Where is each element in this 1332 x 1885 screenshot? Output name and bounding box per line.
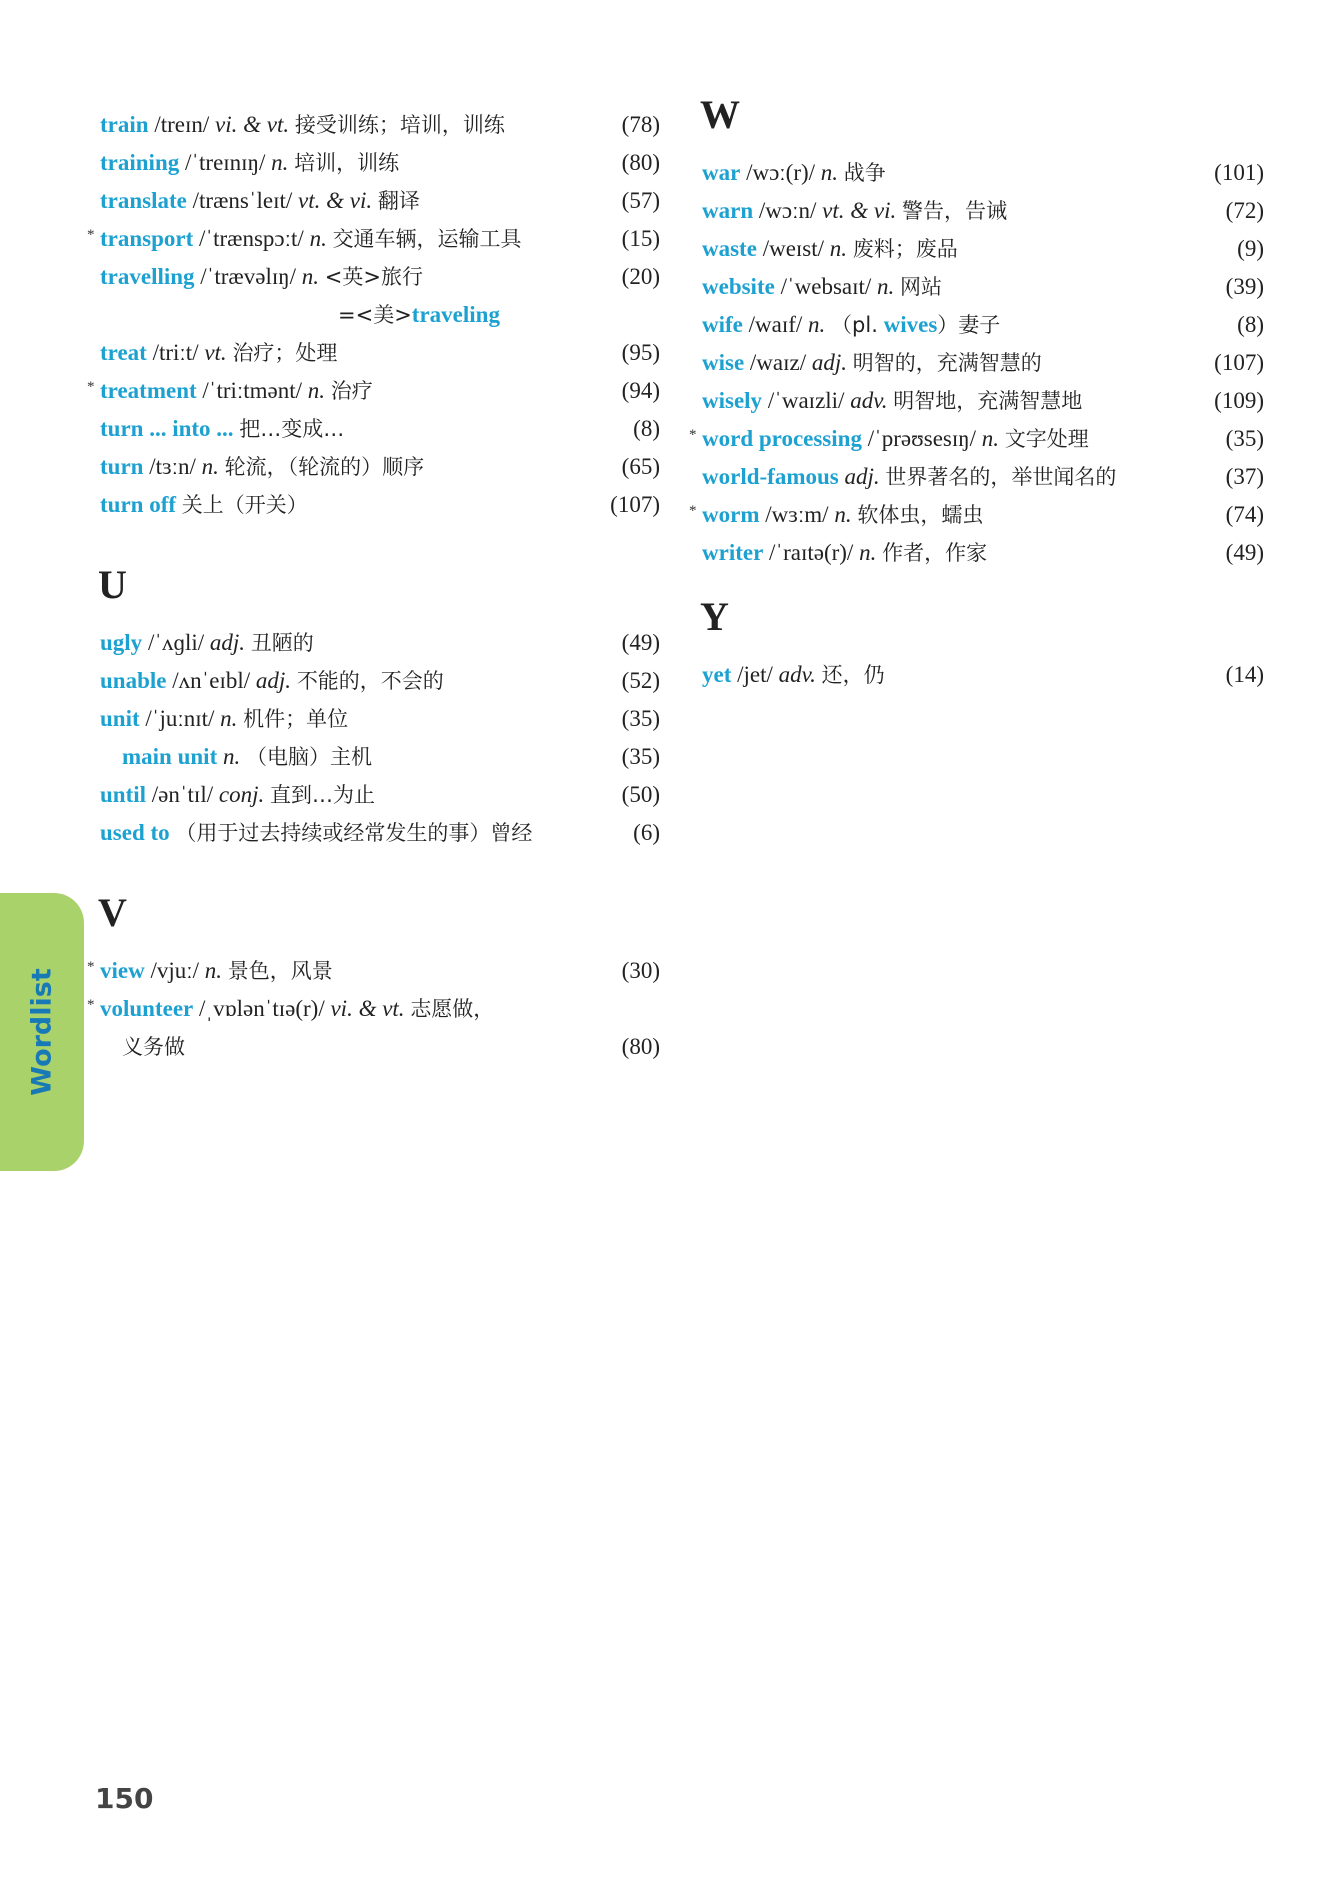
page-reference: (8) bbox=[633, 416, 660, 441]
section-letter: Y bbox=[700, 594, 729, 639]
wordlist-entry bbox=[100, 624, 660, 662]
definition-tail: ）妻子 bbox=[937, 313, 1001, 337]
headword: worm bbox=[702, 502, 760, 527]
wordlist-entry bbox=[702, 344, 1264, 382]
definition: 明智地，充满智慧地 bbox=[893, 389, 1083, 413]
part-of-speech: n. bbox=[307, 378, 326, 403]
pronunciation: /ˈtrævəlɪŋ/ bbox=[200, 264, 296, 289]
page-reference: (65) bbox=[621, 454, 660, 479]
asterisk-mark: * bbox=[87, 997, 95, 1013]
definition: <英>旅行 bbox=[324, 265, 423, 289]
headword: used to bbox=[100, 820, 170, 845]
wordlist-entry bbox=[702, 230, 1264, 268]
pronunciation: /triːt/ bbox=[152, 340, 199, 365]
page-reference: (107) bbox=[1214, 350, 1264, 375]
definition: 世界著名的，举世闻名的 bbox=[885, 465, 1117, 489]
headword: website bbox=[702, 274, 775, 299]
definition: 直到…为止 bbox=[269, 783, 375, 807]
definition: 轮流，（轮流的）顺序 bbox=[224, 455, 425, 479]
definition: =<美> bbox=[338, 303, 412, 327]
page-reference: (35) bbox=[1225, 426, 1264, 451]
wordlist-entry bbox=[100, 814, 660, 852]
wordlist-side-tab[interactable] bbox=[0, 893, 84, 1171]
part-of-speech: vt. & vi. bbox=[298, 188, 373, 213]
pronunciation: /tɜːn/ bbox=[149, 454, 196, 479]
asterisk-mark: * bbox=[87, 227, 95, 243]
pronunciation: /ˈʌɡli/ bbox=[147, 630, 205, 655]
part-of-speech: vi. & vt. bbox=[330, 996, 405, 1021]
headword: world-famous bbox=[702, 464, 839, 489]
headword: travelling bbox=[100, 264, 195, 289]
headword: wise bbox=[702, 350, 745, 375]
section-letter: U bbox=[98, 562, 127, 607]
page-reference: (80) bbox=[621, 150, 660, 175]
headword: yet bbox=[702, 662, 732, 687]
pronunciation: /ənˈtɪl/ bbox=[151, 782, 214, 807]
headword: volunteer bbox=[100, 996, 194, 1021]
part-of-speech: n. bbox=[201, 454, 219, 479]
pronunciation: /ˈtreɪnɪŋ/ bbox=[184, 150, 266, 175]
pronunciation: /waɪf/ bbox=[748, 312, 803, 337]
headword: ugly bbox=[100, 630, 143, 655]
pronunciation: /ˈtriːtmənt/ bbox=[202, 378, 303, 403]
pronunciation: /ˈtrænspɔːt/ bbox=[199, 226, 304, 251]
plural-form: wives bbox=[883, 312, 938, 337]
pronunciation: /treɪn/ bbox=[154, 112, 210, 137]
headword: writer bbox=[702, 540, 764, 565]
wordlist-entry bbox=[100, 182, 660, 220]
wordlist-entry bbox=[702, 382, 1264, 420]
asterisk-mark: * bbox=[689, 427, 697, 443]
pronunciation: /wɜːm/ bbox=[765, 502, 829, 527]
variant-spelling: traveling bbox=[411, 302, 500, 327]
part-of-speech: n. bbox=[220, 706, 238, 731]
page-reference: (8) bbox=[1237, 312, 1264, 337]
wordlist-entry bbox=[100, 448, 660, 486]
wordlist-entry bbox=[100, 662, 660, 700]
part-of-speech: vi. & vt. bbox=[215, 112, 290, 137]
wordlist-entry bbox=[87, 372, 660, 410]
headword: turn off bbox=[100, 492, 177, 517]
pronunciation: /ʌnˈeɪbl/ bbox=[172, 668, 251, 693]
wordlist-entry bbox=[100, 410, 660, 448]
pronunciation: /ˈwebsaɪt/ bbox=[780, 274, 872, 299]
headword: treat bbox=[100, 340, 147, 365]
page-reference: (49) bbox=[1225, 540, 1264, 565]
page-reference: (72) bbox=[1225, 198, 1264, 223]
page-reference: (74) bbox=[1225, 502, 1264, 527]
headword: view bbox=[100, 958, 145, 983]
definition: 志愿做， bbox=[410, 997, 495, 1021]
pronunciation: /waɪz/ bbox=[749, 350, 807, 375]
section-letter: V bbox=[98, 890, 127, 935]
wordlist-entry bbox=[100, 700, 660, 738]
entry-continuation bbox=[100, 296, 660, 334]
left-column bbox=[87, 106, 660, 1102]
definition: 网站 bbox=[900, 275, 943, 299]
wordlist-entry bbox=[100, 776, 660, 814]
definition: 治疗 bbox=[330, 379, 373, 403]
part-of-speech: adj. bbox=[255, 668, 292, 693]
wordlist-entry bbox=[100, 738, 660, 776]
page-reference: (52) bbox=[621, 668, 660, 693]
headword: turn bbox=[100, 454, 144, 479]
page-reference: (94) bbox=[621, 378, 660, 403]
pronunciation: /vjuː/ bbox=[150, 958, 200, 983]
definition: 还，仍 bbox=[821, 663, 885, 687]
part-of-speech: adj. bbox=[209, 630, 246, 655]
headword: until bbox=[100, 782, 147, 807]
wordlist-entry bbox=[100, 144, 660, 182]
page-reference: (9) bbox=[1237, 236, 1264, 261]
part-of-speech: n. bbox=[301, 264, 319, 289]
wordlist-entry bbox=[702, 306, 1264, 344]
right-column bbox=[689, 92, 1264, 730]
pronunciation: /wɔː(r)/ bbox=[746, 160, 816, 185]
page-reference: (37) bbox=[1225, 464, 1264, 489]
asterisk-mark: * bbox=[87, 959, 95, 975]
definition: 废料；废品 bbox=[852, 237, 958, 261]
entry-continuation bbox=[100, 1028, 660, 1066]
part-of-speech: adv. bbox=[850, 388, 888, 413]
part-of-speech: n. bbox=[834, 502, 852, 527]
wordlist-entry bbox=[702, 192, 1264, 230]
pronunciation: /ˈwaɪzli/ bbox=[767, 388, 845, 413]
headword: unit bbox=[100, 706, 140, 731]
headword: war bbox=[702, 160, 741, 185]
pronunciation: /ˈprəʊsesɪŋ/ bbox=[867, 426, 977, 451]
definition: 不能的，不会的 bbox=[296, 669, 444, 693]
definition: 战争 bbox=[843, 161, 886, 185]
wordlist-entry bbox=[87, 952, 660, 990]
part-of-speech: n. bbox=[877, 274, 895, 299]
pronunciation: /ˈjuːnɪt/ bbox=[145, 706, 215, 731]
part-of-speech: adj. bbox=[811, 350, 848, 375]
part-of-speech: conj. bbox=[218, 782, 265, 807]
page-reference: (20) bbox=[621, 264, 660, 289]
page-reference: (15) bbox=[621, 226, 660, 251]
definition: 义务做 bbox=[122, 1035, 185, 1059]
wordlist-entry bbox=[702, 458, 1264, 496]
definition: （用于过去持续或经常发生的事）曾经 bbox=[175, 821, 533, 845]
page-reference: (6) bbox=[633, 820, 660, 845]
definition: 接受训练；培训，训练 bbox=[294, 113, 505, 137]
wordlist-entry bbox=[100, 106, 660, 144]
wordlist-entry bbox=[100, 334, 660, 372]
wordlist-entry bbox=[689, 496, 1264, 534]
definition: （电脑）主机 bbox=[245, 745, 372, 769]
definition: 翻译 bbox=[377, 189, 420, 213]
pronunciation: /jet/ bbox=[737, 662, 773, 687]
definition: 机件；单位 bbox=[243, 707, 349, 731]
definition: 把…变成… bbox=[239, 417, 345, 441]
part-of-speech: n. bbox=[271, 150, 289, 175]
part-of-speech: n. bbox=[981, 426, 1000, 451]
wordlist-entry bbox=[100, 258, 660, 296]
section-u bbox=[100, 560, 660, 852]
definition: 培训，训练 bbox=[294, 151, 400, 175]
headword: treatment bbox=[100, 378, 197, 403]
part-of-speech: vt. bbox=[204, 340, 227, 365]
page-reference: (107) bbox=[610, 492, 660, 517]
headword: unable bbox=[100, 668, 167, 693]
definition: 关上（开关） bbox=[181, 493, 308, 517]
wordlist-entry bbox=[702, 268, 1264, 306]
headword: wife bbox=[702, 312, 743, 337]
part-of-speech: adv. bbox=[778, 662, 816, 687]
wordlist-entry bbox=[100, 486, 660, 524]
definition: 作者，作家 bbox=[882, 541, 988, 565]
part-of-speech: vt. & vi. bbox=[822, 198, 897, 223]
part-of-speech: n. bbox=[829, 236, 848, 261]
side-tab-label: Wordlist bbox=[26, 968, 58, 1096]
pronunciation: /ˌvɒlənˈtɪə(r)/ bbox=[199, 996, 325, 1021]
definition: 文字处理 bbox=[1004, 427, 1089, 451]
headword: main unit bbox=[122, 744, 218, 769]
pronunciation: /wɔːn/ bbox=[758, 198, 817, 223]
part-of-speech: n. bbox=[859, 540, 877, 565]
page-reference: (35) bbox=[621, 706, 660, 731]
wordlist-entry bbox=[702, 656, 1264, 694]
page-reference: (109) bbox=[1214, 388, 1264, 413]
definition: 治疗；处理 bbox=[232, 341, 338, 365]
section-continued bbox=[87, 106, 660, 524]
page-reference: (78) bbox=[621, 112, 660, 137]
section-y bbox=[702, 592, 1264, 694]
headword: transport bbox=[100, 226, 194, 251]
pronunciation: /ˈraɪtə(r)/ bbox=[769, 540, 854, 565]
part-of-speech: adj. bbox=[844, 464, 880, 489]
page-reference: (80) bbox=[621, 1034, 660, 1059]
page-reference: (57) bbox=[621, 188, 660, 213]
definition: 软体虫，蠕虫 bbox=[857, 503, 984, 527]
wordlist-entry bbox=[87, 990, 660, 1028]
headword: word processing bbox=[702, 426, 862, 451]
definition: 丑陋的 bbox=[250, 631, 314, 655]
definition: 交通车辆，运输工具 bbox=[332, 227, 522, 251]
page-reference: (35) bbox=[621, 744, 660, 769]
wordlist-entry bbox=[702, 534, 1264, 572]
asterisk-mark: * bbox=[689, 503, 697, 519]
definition: 明智的，充满智慧的 bbox=[852, 351, 1042, 375]
wordlist-entry bbox=[689, 420, 1264, 458]
definition: （pl. bbox=[831, 313, 878, 337]
pronunciation: /weɪst/ bbox=[762, 236, 825, 261]
page-reference: (14) bbox=[1225, 662, 1264, 687]
page-reference: (30) bbox=[621, 958, 660, 983]
wordlist-entry bbox=[702, 154, 1264, 192]
page-reference: (95) bbox=[621, 340, 660, 365]
headword: translate bbox=[100, 188, 187, 213]
headword: turn ... into ... bbox=[100, 416, 234, 441]
page-reference: (49) bbox=[621, 630, 660, 655]
asterisk-mark: * bbox=[87, 379, 95, 395]
wordlist-entry bbox=[87, 220, 660, 258]
headword: training bbox=[100, 150, 180, 175]
headword: train bbox=[100, 112, 149, 137]
part-of-speech: n. bbox=[820, 160, 839, 185]
page-reference: (101) bbox=[1214, 160, 1264, 185]
part-of-speech: n. bbox=[309, 226, 327, 251]
headword: warn bbox=[702, 198, 754, 223]
headword: waste bbox=[702, 236, 757, 261]
definition: 景色，风景 bbox=[227, 959, 333, 983]
definition: 警告，告诫 bbox=[901, 199, 1007, 223]
part-of-speech: n. bbox=[204, 958, 223, 983]
part-of-speech: n. bbox=[222, 744, 241, 769]
section-letter: W bbox=[700, 92, 740, 137]
page-reference: (50) bbox=[621, 782, 660, 807]
part-of-speech: n. bbox=[808, 312, 826, 337]
page-number: 150 bbox=[95, 1782, 154, 1815]
section-v bbox=[87, 888, 660, 1066]
section-w bbox=[689, 90, 1264, 572]
pronunciation: /trænsˈleɪt/ bbox=[192, 188, 293, 213]
headword: wisely bbox=[702, 388, 763, 413]
page-reference: (39) bbox=[1225, 274, 1264, 299]
